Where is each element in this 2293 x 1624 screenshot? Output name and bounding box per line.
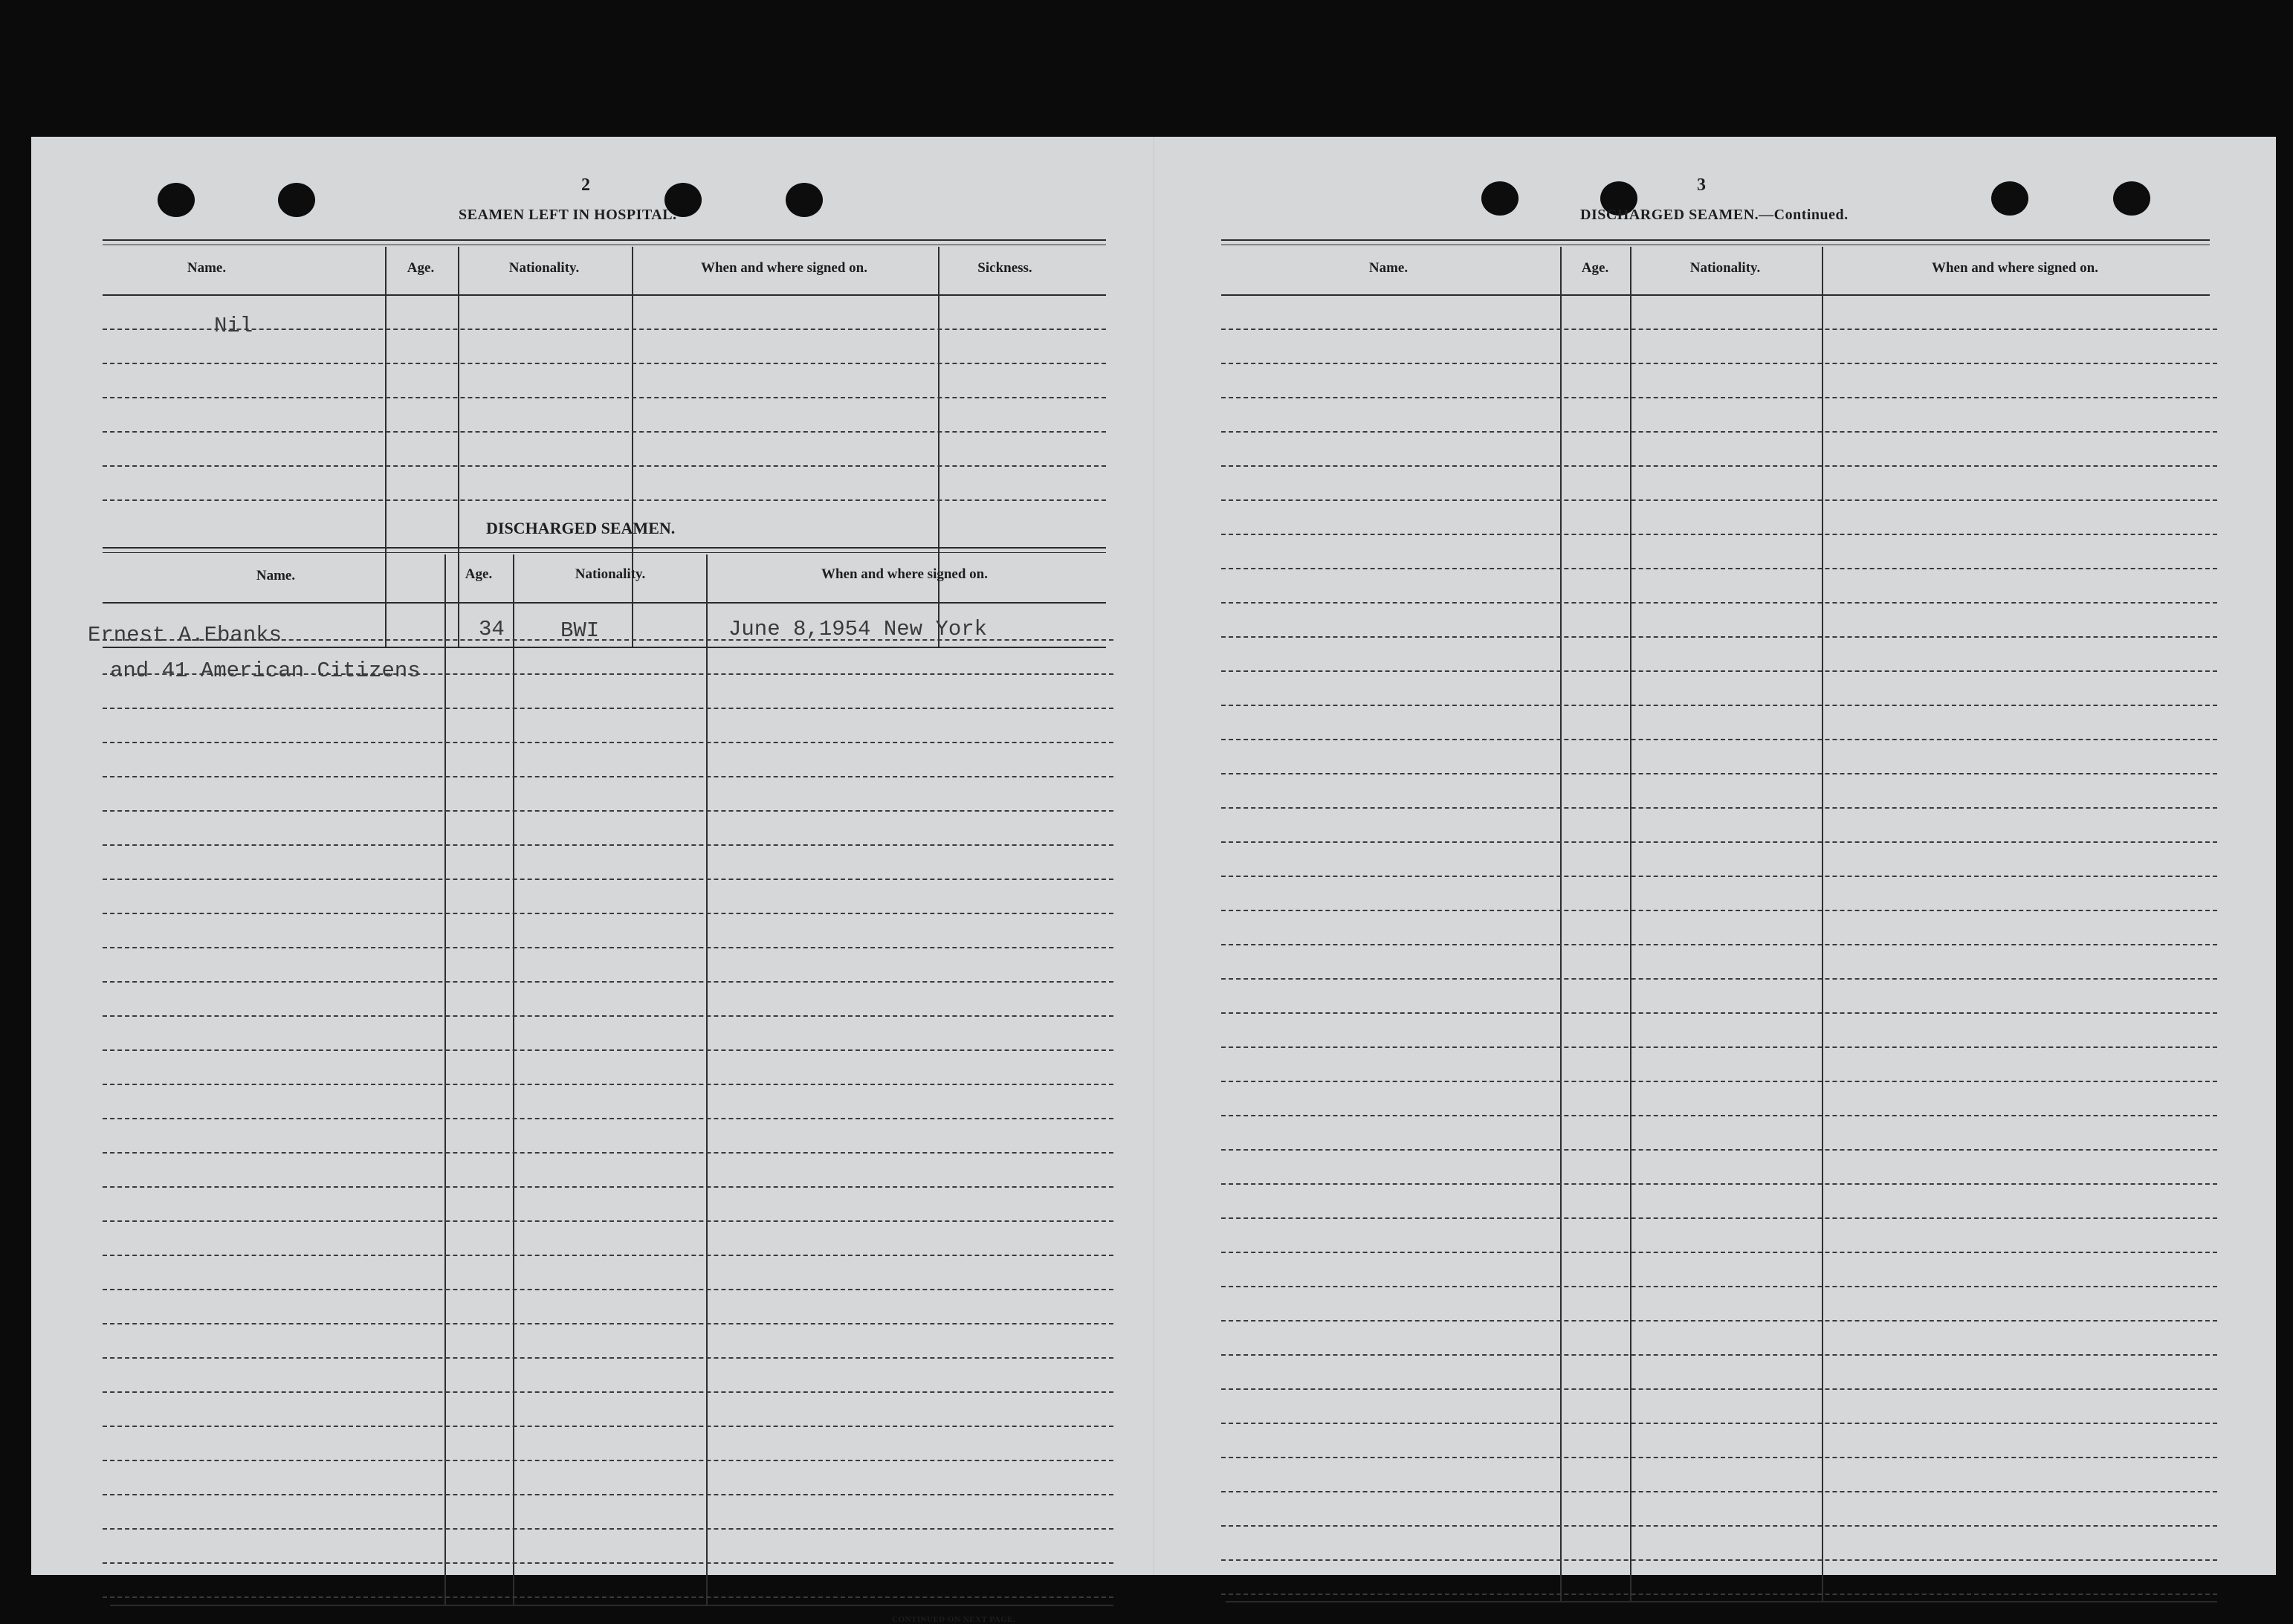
- column-divider: [706, 554, 708, 1605]
- col-header-name: Name.: [187, 260, 227, 276]
- entry-line: [103, 776, 1113, 777]
- discharged-name-1: Ernest A.Ebanks: [88, 623, 282, 647]
- entry-line: [1221, 363, 2217, 364]
- entry-line: [1221, 807, 2217, 809]
- entry-line: [103, 1186, 1113, 1188]
- hospital-entry-nil: Nil: [214, 314, 253, 338]
- page-number: 2: [581, 175, 590, 195]
- entry-line: [103, 1323, 1113, 1324]
- col-header-signed-on: When and where signed on.: [700, 260, 867, 276]
- punch-hole: [158, 183, 195, 217]
- col-header-nationality: Nationality.: [575, 566, 646, 582]
- entry-line: [103, 1152, 1113, 1154]
- entry-line: [1221, 1115, 2217, 1116]
- entry-line: [1221, 329, 2217, 330]
- entry-line: [103, 1562, 1113, 1564]
- entry-line: [103, 981, 1113, 983]
- entry-line: [103, 1015, 1113, 1017]
- entry-line: [1221, 1149, 2217, 1151]
- entry-line: [1221, 465, 2217, 467]
- column-divider: [938, 247, 939, 647]
- entry-line: [1221, 1012, 2217, 1014]
- entry-line: [1221, 910, 2217, 911]
- header-rule: [1221, 294, 2210, 296]
- entry-line: [103, 1118, 1113, 1119]
- entry-line: [103, 1084, 1113, 1085]
- entry-line: [1221, 876, 2217, 877]
- column-divider: [385, 247, 387, 647]
- column-divider: [444, 554, 446, 1605]
- discharged-name-2: and 41 American Citizens: [110, 659, 421, 683]
- section-title-discharged-continued: DISCHARGED SEAMEN.—Continued.: [1580, 207, 1849, 223]
- entry-line: [1221, 636, 2217, 638]
- entry-line: [103, 363, 1106, 364]
- entry-line: [1221, 1320, 2217, 1321]
- col-header-signed-on: When and where signed on.: [821, 566, 988, 582]
- entry-line: [103, 1426, 1113, 1427]
- entry-line: [103, 1528, 1113, 1530]
- left-page: [31, 137, 1154, 1624]
- column-divider: [1630, 247, 1631, 1601]
- discharged-nationality-1: BWI: [560, 618, 600, 643]
- column-divider: [1560, 247, 1562, 1601]
- entry-line: [103, 465, 1106, 467]
- entry-line: [1221, 1388, 2217, 1390]
- punch-hole: [1991, 181, 2028, 216]
- entry-line: [1221, 397, 2217, 398]
- section-rule: [103, 552, 1106, 553]
- entry-line: [1221, 1354, 2217, 1356]
- entry-line: [103, 1049, 1113, 1051]
- entry-line: [103, 913, 1113, 914]
- entry-line: [1221, 773, 2217, 774]
- entry-line: [1221, 1286, 2217, 1287]
- entry-line: [103, 844, 1113, 846]
- bottom-rule: [1226, 1601, 2217, 1602]
- entry-line: [1221, 499, 2217, 501]
- entry-line: [103, 329, 1106, 330]
- entry-line: [1221, 1559, 2217, 1561]
- entry-line: [103, 1494, 1113, 1495]
- discharged-signed-on-1: June 8,1954 New York: [728, 617, 988, 641]
- entry-line: [1221, 739, 2217, 740]
- entry-line: [1221, 1046, 2217, 1048]
- entry-line: [103, 397, 1106, 398]
- col-header-signed-on: When and where signed on.: [1931, 260, 2098, 276]
- entry-line: [103, 810, 1113, 812]
- punch-hole: [1481, 181, 1519, 216]
- col-header-nationality: Nationality.: [1689, 260, 1761, 276]
- section-title-discharged: DISCHARGED SEAMEN.: [486, 519, 676, 537]
- entry-line: [1221, 944, 2217, 945]
- entry-line: [103, 947, 1113, 948]
- bottom-rule: [110, 1605, 1113, 1606]
- discharged-age-1: 34: [479, 617, 505, 641]
- entry-line: [103, 1220, 1113, 1222]
- column-divider: [513, 554, 514, 1605]
- column-divider: [632, 247, 633, 647]
- entry-line: [1221, 1423, 2217, 1424]
- col-header-age: Age.: [407, 260, 435, 276]
- entry-line: [1221, 431, 2217, 433]
- section-rule: [103, 547, 1106, 549]
- entry-line: [1221, 1252, 2217, 1253]
- col-header-name: Name.: [256, 568, 296, 583]
- column-divider: [1822, 247, 1823, 1601]
- entry-line: [103, 879, 1113, 880]
- entry-line: [103, 742, 1113, 743]
- footer-continued: CONTINUED ON NEXT PAGE.: [892, 1615, 1016, 1624]
- right-page: [1154, 137, 2277, 1575]
- header-rule: [103, 602, 1106, 604]
- col-header-sickness: Sickness.: [977, 260, 1032, 276]
- entry-line: [103, 431, 1106, 433]
- entry-line: [1221, 534, 2217, 535]
- entry-line: [103, 1596, 1113, 1598]
- column-divider: [458, 247, 459, 647]
- entry-line: [103, 1255, 1113, 1256]
- entry-line: [1221, 1217, 2217, 1219]
- col-header-age: Age.: [1581, 260, 1609, 276]
- ledger-sheet: [31, 137, 2276, 1624]
- entry-line: [1221, 1081, 2217, 1082]
- page-number: 3: [1697, 175, 1706, 195]
- entry-line: [103, 1391, 1113, 1393]
- col-header-nationality: Nationality.: [508, 260, 580, 276]
- entry-line: [1221, 1491, 2217, 1492]
- col-header-name: Name.: [1368, 260, 1409, 276]
- entry-line: [1221, 978, 2217, 980]
- col-header-age: Age.: [465, 566, 493, 582]
- header-rule: [103, 294, 1106, 296]
- entry-line: [1221, 1183, 2217, 1185]
- top-rule: [1221, 239, 2210, 241]
- entry-line: [103, 1460, 1113, 1461]
- entry-line: [1221, 568, 2217, 569]
- entry-line: [1221, 1457, 2217, 1458]
- punch-hole: [786, 183, 823, 217]
- entry-line: [103, 1289, 1113, 1290]
- entry-line: [1221, 705, 2217, 706]
- top-rule: [103, 239, 1106, 241]
- entry-line: [1221, 841, 2217, 843]
- entry-line: [103, 708, 1113, 709]
- entry-line: [103, 499, 1106, 501]
- entry-line: [1221, 1594, 2217, 1595]
- punch-hole: [2113, 181, 2150, 216]
- entry-line: [1221, 1525, 2217, 1527]
- entry-line: [1221, 602, 2217, 604]
- punch-hole: [278, 183, 315, 217]
- entry-line: [1221, 670, 2217, 672]
- entry-line: [103, 1357, 1113, 1359]
- section-title-hospital: SEAMEN LEFT IN HOSPITAL.: [459, 207, 677, 223]
